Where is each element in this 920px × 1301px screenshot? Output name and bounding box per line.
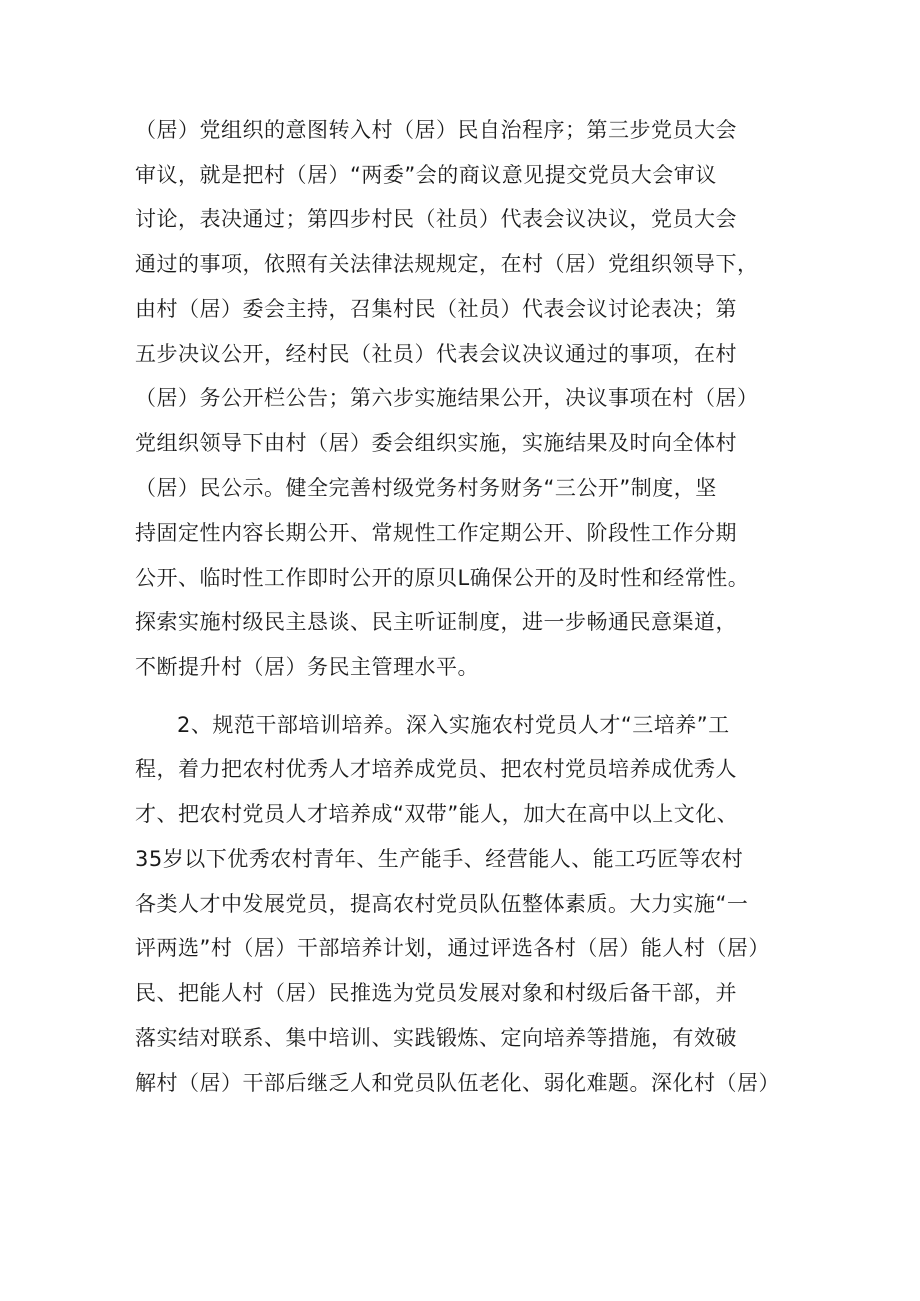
text-line: 程，着力把农村优秀人才培养成党员、把农村党员培养成优秀人: [135, 757, 737, 781]
text-line: 持固定性内容长期公开、常规性工作定期公开、阶段性工作分期: [135, 521, 737, 545]
text-line: 各类人才中发展党员，提高农村党员队伍整体素质。大力实施“一: [135, 892, 749, 916]
text-line: 由村（居）委会主持，召集村民（社员）代表会议讨论表决；第: [135, 297, 737, 321]
text-line: 民、把能人村（居）民推选为党员发展对象和村级后备干部，并: [135, 981, 737, 1005]
text-line: 评两选”村（居）干部培养计划，通过评选各村（居）能人村（居）: [135, 936, 770, 960]
text-line: 不断提升村（居）务民主管理水平。: [135, 655, 479, 679]
text-line: 五步决议公开，经村民（社员）代表会议决议通过的事项，在村: [135, 342, 737, 366]
paragraph-start-line: 2、规范干部培训培养。深入实施农村党员人才“三培养”工: [177, 713, 730, 737]
text-line: 才、把农村党员人才培养成“双带”能人，加大在高中以上文化、: [135, 802, 739, 826]
text-line: 落实结对联系、集中培训、实践锻炼、定向培养等措施，有效破: [135, 1026, 737, 1050]
text-line: 讨论，表决通过；第四步村民（社员）代表会议决议，党员大会: [135, 207, 737, 231]
text-line: 党组织领导下由村（居）委会组织实施，实施结果及时向全体村: [135, 431, 737, 455]
text-line: 探索实施村级民主恳谈、民主听证制度，进一步畅通民意渠道，: [135, 610, 737, 634]
text-line: （居）民公示。健全完善村级党务村务财务“三公开”制度，坚: [135, 476, 717, 500]
text-line: 35岁以下优秀农村青年、生产能手、经营能人、能工巧匠等农村: [135, 847, 744, 871]
text-line: 公开、临时性工作即时公开的原贝L确保公开的及时性和经常性。: [135, 566, 750, 590]
text-line: 解村（居）干部后继乏人和党员队伍老化、弱化难题。深化村（居）: [135, 1071, 780, 1095]
text-line: 审议，就是把村（居）“两委”会的商议意见提交党员大会审议: [135, 163, 717, 187]
text-line: 通过的事项，依照有关法律法规规定，在村（居）党组织领导下，: [135, 252, 759, 276]
text-line: （居）务公开栏公告；第六步实施结果公开，决议事项在村（居）: [135, 386, 759, 410]
text-line: （居）党组织的意图转入村（居）民自治程序；第三步党员大会: [135, 118, 737, 142]
